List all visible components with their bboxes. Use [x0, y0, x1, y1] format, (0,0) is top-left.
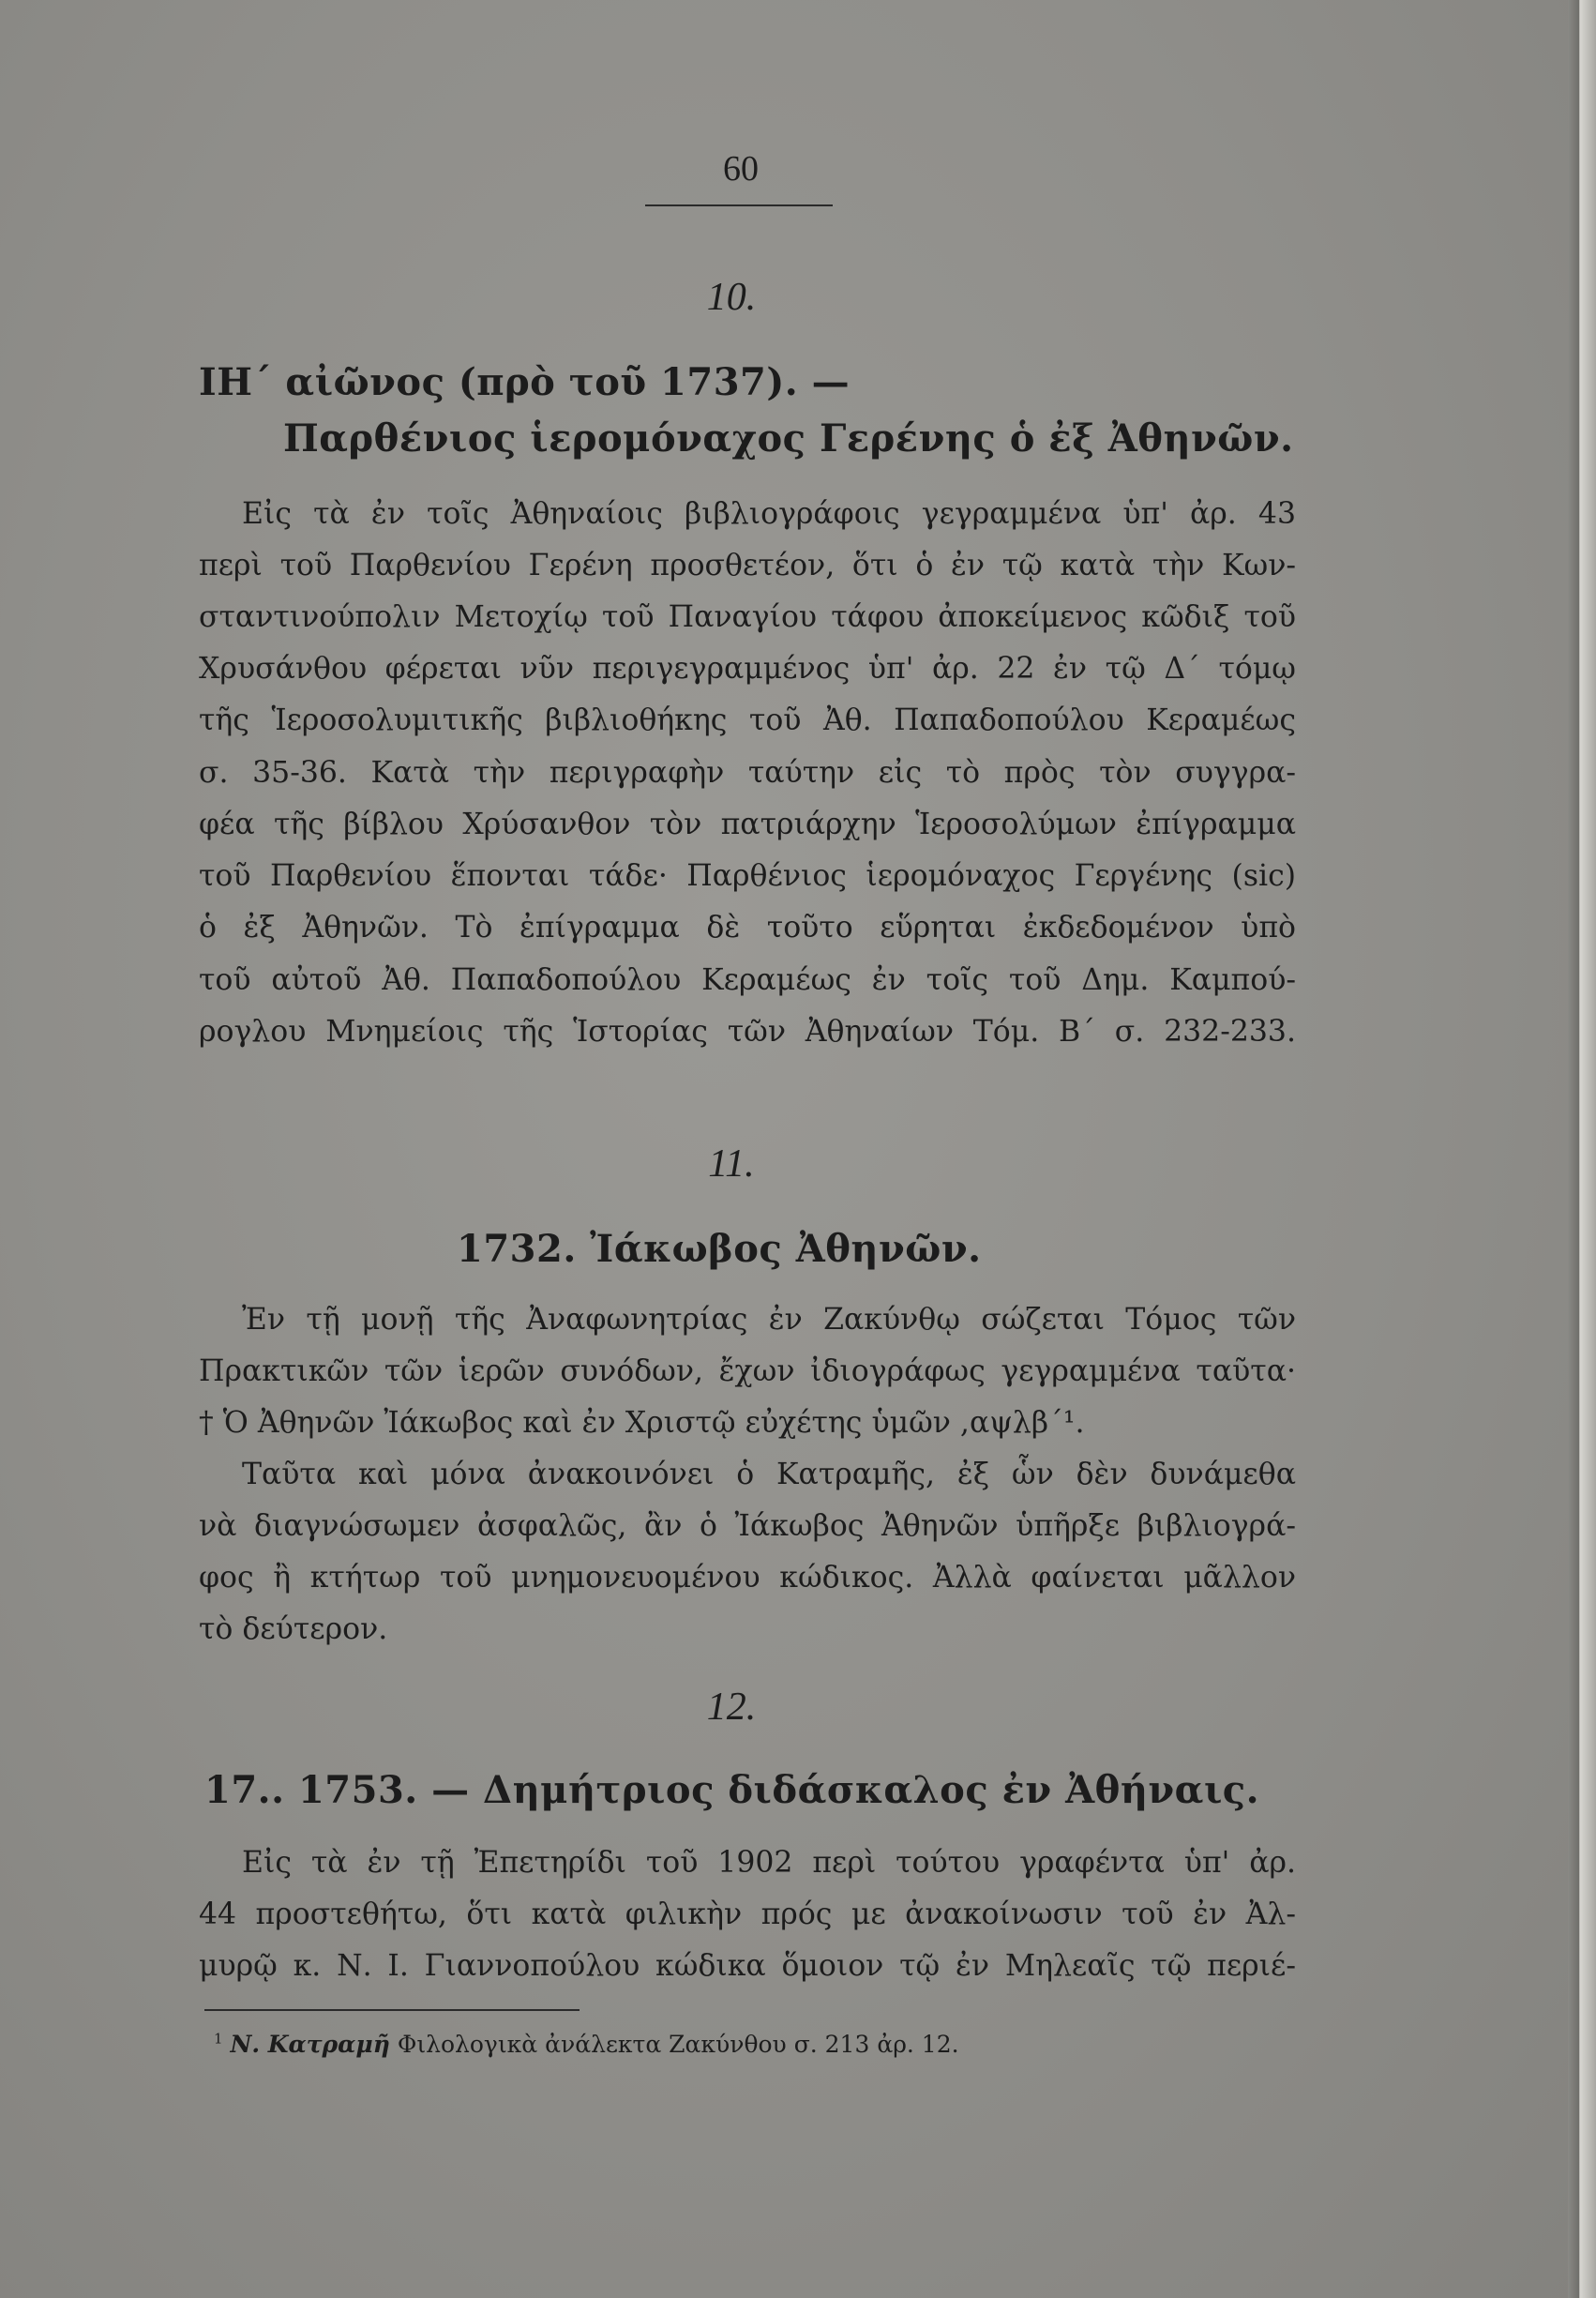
section-number-12: 12. [706, 1686, 757, 1729]
body-text: τῆς Ἱεροσολυμιτικῆς βιβλιοθήκης τοῦ Ἀθ. Παπαδοπούλου Κεραμέως [199, 703, 1296, 737]
section-number-10: 10. [706, 276, 757, 319]
section-heading-11: 1732. Ἰάκωβος Ἀθηνῶν. [457, 1227, 982, 1271]
body-line: ὁ ἐξ Ἀθηνῶν. Τὸ ἐπίγραμμα δὲ τοῦτο εὕρηται ἐκδεδομένον ὑπὸ [199, 911, 1296, 945]
body-line: νὰ διαγνώσωμεν ἀσφαλῶς, ἂν ὁ Ἰάκωβος Ἀθηνῶν ὑπῆρξε βιβλιογρά- [199, 1509, 1296, 1543]
body-line: Χρυσάνθου φέρεται νῦν περιγεγραμμένος ὑπ' ἀρ. 22 ἐν τῷ Δ΄ τόμῳ [199, 652, 1296, 686]
body-line [199, 698, 1296, 743]
body-line: Εἰς τὰ ἐν τοῖς Ἀθηναίοις βιβλιογράφοις γεγραμμένα ὑπ' ἀρ. 43 [242, 497, 1296, 531]
footnote-marker: 1 [214, 2030, 223, 2048]
body-line: Ἐν τῇ μονῇ τῆς Ἀναφωνητρίας ἐν Ζακύνθῳ σώζεται Τόμος τῶν [242, 1303, 1296, 1337]
body-line: περὶ τοῦ Παρθενίου Γερένη προσθετέον, ὅτι ὁ ἐν τῷ κατὰ τὴν Κων- [199, 549, 1296, 582]
body-line: μυρῷ κ. Ν. Ι. Γιαννοπούλου κώδικα ὅμοιον τῷ ἐν Μηλεαῖς τῷ περιέ- [199, 1949, 1296, 1983]
page-edge [1568, 0, 1596, 2298]
footnote-rule [204, 2009, 580, 2011]
body-line: τοῦ αὐτοῦ Ἀθ. Παπαδοπούλου Κεραμέως ἐν τοῖς τοῦ Δημ. Καμπού- [199, 963, 1296, 997]
body-line: ρογλου Μνημείοις τῆς Ἱστορίας τῶν Ἀθηναίων Τόμ. Β΄ σ. 232-233. [199, 1015, 1296, 1049]
section-number-11: 11. [708, 1142, 755, 1186]
body-line: τοῦ Παρθενίου ἕπονται τάδε· Παρθένιος ἱερομόναχος Γεργένης (sic) [199, 859, 1296, 893]
body-line: † Ὁ Ἀθηνῶν Ἰάκωβος καὶ ἐν Χριστῷ εὐχέτης ὑμῶν ,αψλβ΄¹. [199, 1406, 1085, 1440]
body-line: φέα τῆς βίβλου Χρύσανθον τὸν πατριάρχην Ἱεροσολύμων ἐπίγραμμα [199, 808, 1296, 841]
section-heading-10-line-2: Παρθένιος ἱερομόναχος Γερένης ὁ ἐξ Ἀθηνῶν. [283, 416, 1294, 461]
body-line: σ. 35-36. Κατὰ τὴν περιγραφὴν ταύτην εἰς τὸ πρὸς τὸν συγγρα- [199, 756, 1296, 790]
body-line: Ταῦτα καὶ μόνα ἀνακοινόνει ὁ Κατραμῆς, ἐξ ὧν δὲν δυνάμεθα [242, 1458, 1296, 1491]
page-number: 60 [723, 149, 759, 189]
body-line: Πρακτικῶν τῶν ἱερῶν συνόδων, ἔχων ἰδιογράφως γεγραμμένα ταῦτα· [199, 1354, 1296, 1388]
body-line: 44 προστεθήτω, ὅτι κατὰ φιλικὴν πρός με ἀνακοίνωσιν τοῦ ἐν Ἀλ- [199, 1897, 1296, 1931]
footnote [214, 2028, 959, 2062]
body-line: φος ἢ κτήτωρ τοῦ μνημονευομένου κώδικος. Ἀλλὰ φαίνεται μᾶλλον [199, 1561, 1296, 1595]
section-heading-10-line-1: ΙΗ΄ αἰῶνος (πρὸ τοῦ 1737). — [199, 360, 851, 404]
footnote-text: Φιλολογικὰ ἀνάλεκτα Ζακύνθου σ. 213 ἀρ. 12. [397, 2031, 959, 2058]
body-line: τὸ δεύτερον. [199, 1612, 388, 1646]
page-number-rule [645, 204, 833, 206]
footnote-author: Ν. Κατραμῆ [230, 2031, 390, 2058]
body-line: Εἰς τὰ ἐν τῇ Ἐπετηρίδι τοῦ 1902 περὶ τούτου γραφέντα ὑπ' ἀρ. [242, 1846, 1296, 1880]
body-line: σταντινούπολιν Μετοχίῳ τοῦ Παναγίου τάφου ἀποκείμενος κῶδιξ τοῦ [199, 600, 1296, 634]
section-heading-12: 17.. 1753. — Δημήτριος διδάσκαλος ἐν Ἀθήναις. [204, 1768, 1260, 1812]
